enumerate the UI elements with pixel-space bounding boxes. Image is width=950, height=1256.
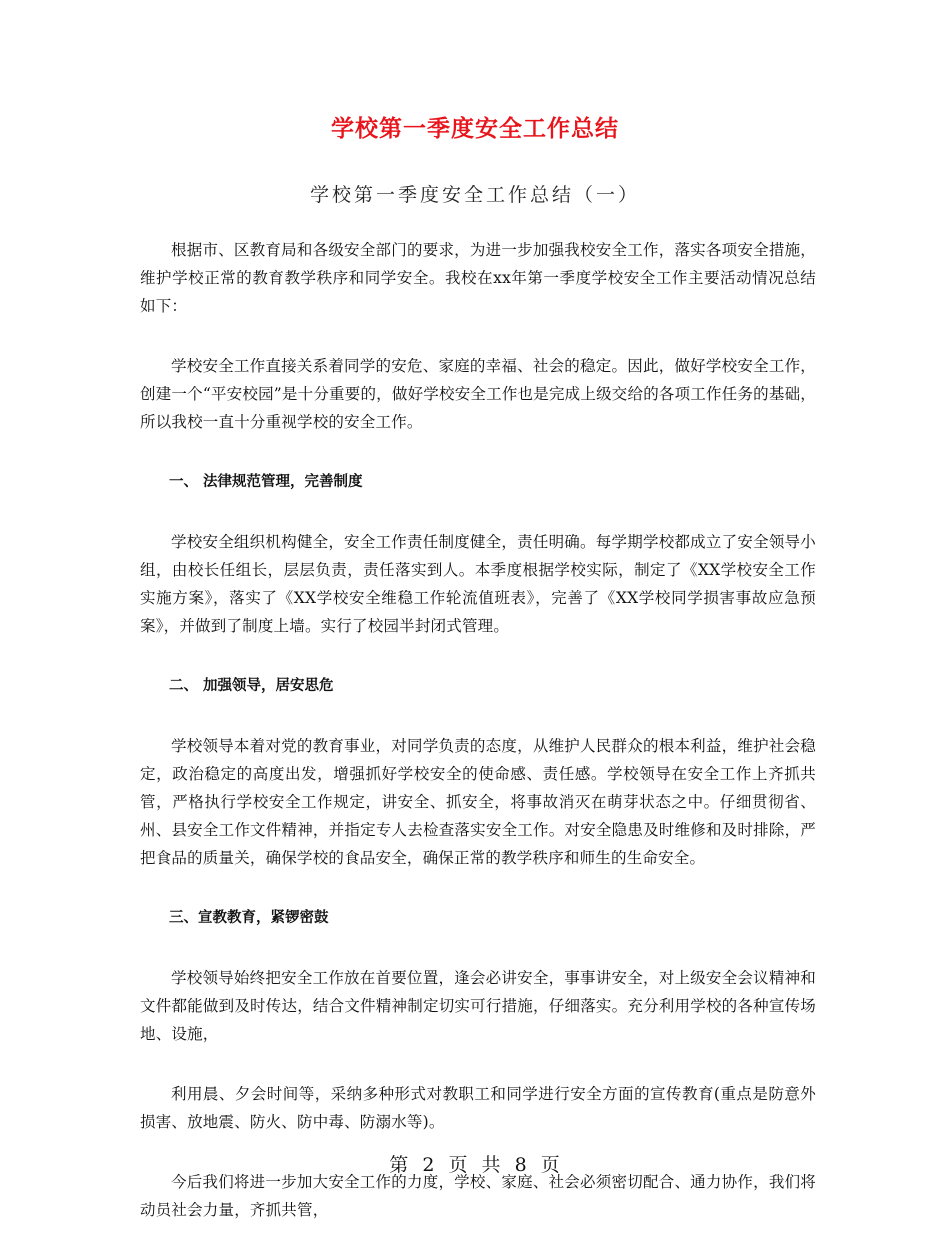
section-heading-2: 二、 加强领导，居安思危 <box>169 678 334 694</box>
page-footer <box>0 1150 950 1177</box>
document-title: 学校第一季度安全工作总结 <box>331 116 619 142</box>
paragraph-closing: 今后我们将进一步加大安全工作的力度，学校、家庭、社会必须密切配合、通力协作，我们将动员社会力量，齐抓共管， <box>140 1173 816 1219</box>
paragraph-section-3a: 学校领导始终把安全工作放在首要位置，逢会必讲安全，事事讲安全，对上级安全会议精神和文件都能做到及时传达，结合文件精神制定切实可行措施，仔细落实。充分利用学校的各种宣传场地、设施， <box>140 969 816 1043</box>
paragraph-section-1: 学校安全组织机构健全，安全工作责任制度健全，责任明确。每学期学校都成立了安全领导小组，由校长任组长，层层负责，责任落实到人。本季度根据学校实际，制定了《XX学校安全工作实施方案》，落实了《XX学校安全维稳工作轮流值班表》，完善了《XX学校同学损害事故应急预案》，并做到了制度上墙。实行了校园半封闭式管理。 <box>140 533 816 635</box>
paragraph-intro: 根据市、区教育局和各级安全部门的要求，为进一步加强我校安全工作，落实各项安全措施，维护学校正常的教育教学秩序和同学安全。我校在xx年第一季度学校安全工作主要活动情况总结如下： <box>140 241 816 315</box>
footer-label-ye-end: 页 <box>540 1154 561 1176</box>
footer-total-pages: 8 <box>514 1154 528 1176</box>
footer-current-page: 2 <box>422 1154 436 1176</box>
document-subtitle: 学校第一季度安全工作总结（一） <box>309 184 640 206</box>
section-heading-3: 三、宣教教育，紧锣密鼓 <box>169 910 329 926</box>
document-body <box>140 236 816 1256</box>
footer-label-di: 第 <box>389 1154 410 1176</box>
section-heading-1: 一、 法律规范管理，完善制度 <box>169 474 363 490</box>
footer-label-ye: 页 <box>448 1154 469 1176</box>
footer-label-gong: 共 <box>481 1154 502 1176</box>
paragraph-importance: 学校安全工作直接关系着同学的安危、家庭的幸福、社会的稳定。因此，做好学校安全工作，创建一个“平安校园”是十分重要的，做好学校安全工作也是完成上级交给的各项工作任务的基础，所以我校一直十分重视学校的安全工作。 <box>140 357 816 431</box>
paragraph-section-2: 学校领导本着对党的教育事业，对同学负责的态度，从维护人民群众的根本利益，维护社会稳定，政治稳定的高度出发，增强抓好学校安全的使命感、责任感。学校领导在安全工作上齐抓共管，严格执行学校安全工作规定，讲安全、抓安全，将事故消灭在萌芽状态之中。仔细贯彻省、州、县安全工作文件精神，并指定专人去检查落实安全工作。对安全隐患及时维修和及时排除，严把食品的质量关，确保学校的食品安全，确保正常的教学秩序和师生的生命安全。 <box>140 737 816 867</box>
paragraph-section-3b: 利用晨、夕会时间等，采纳多种形式对教职工和同学进行安全方面的宣传教育(重点是防意外损害、放地震、防火、防中毒、防溺水等)。 <box>140 1085 816 1131</box>
